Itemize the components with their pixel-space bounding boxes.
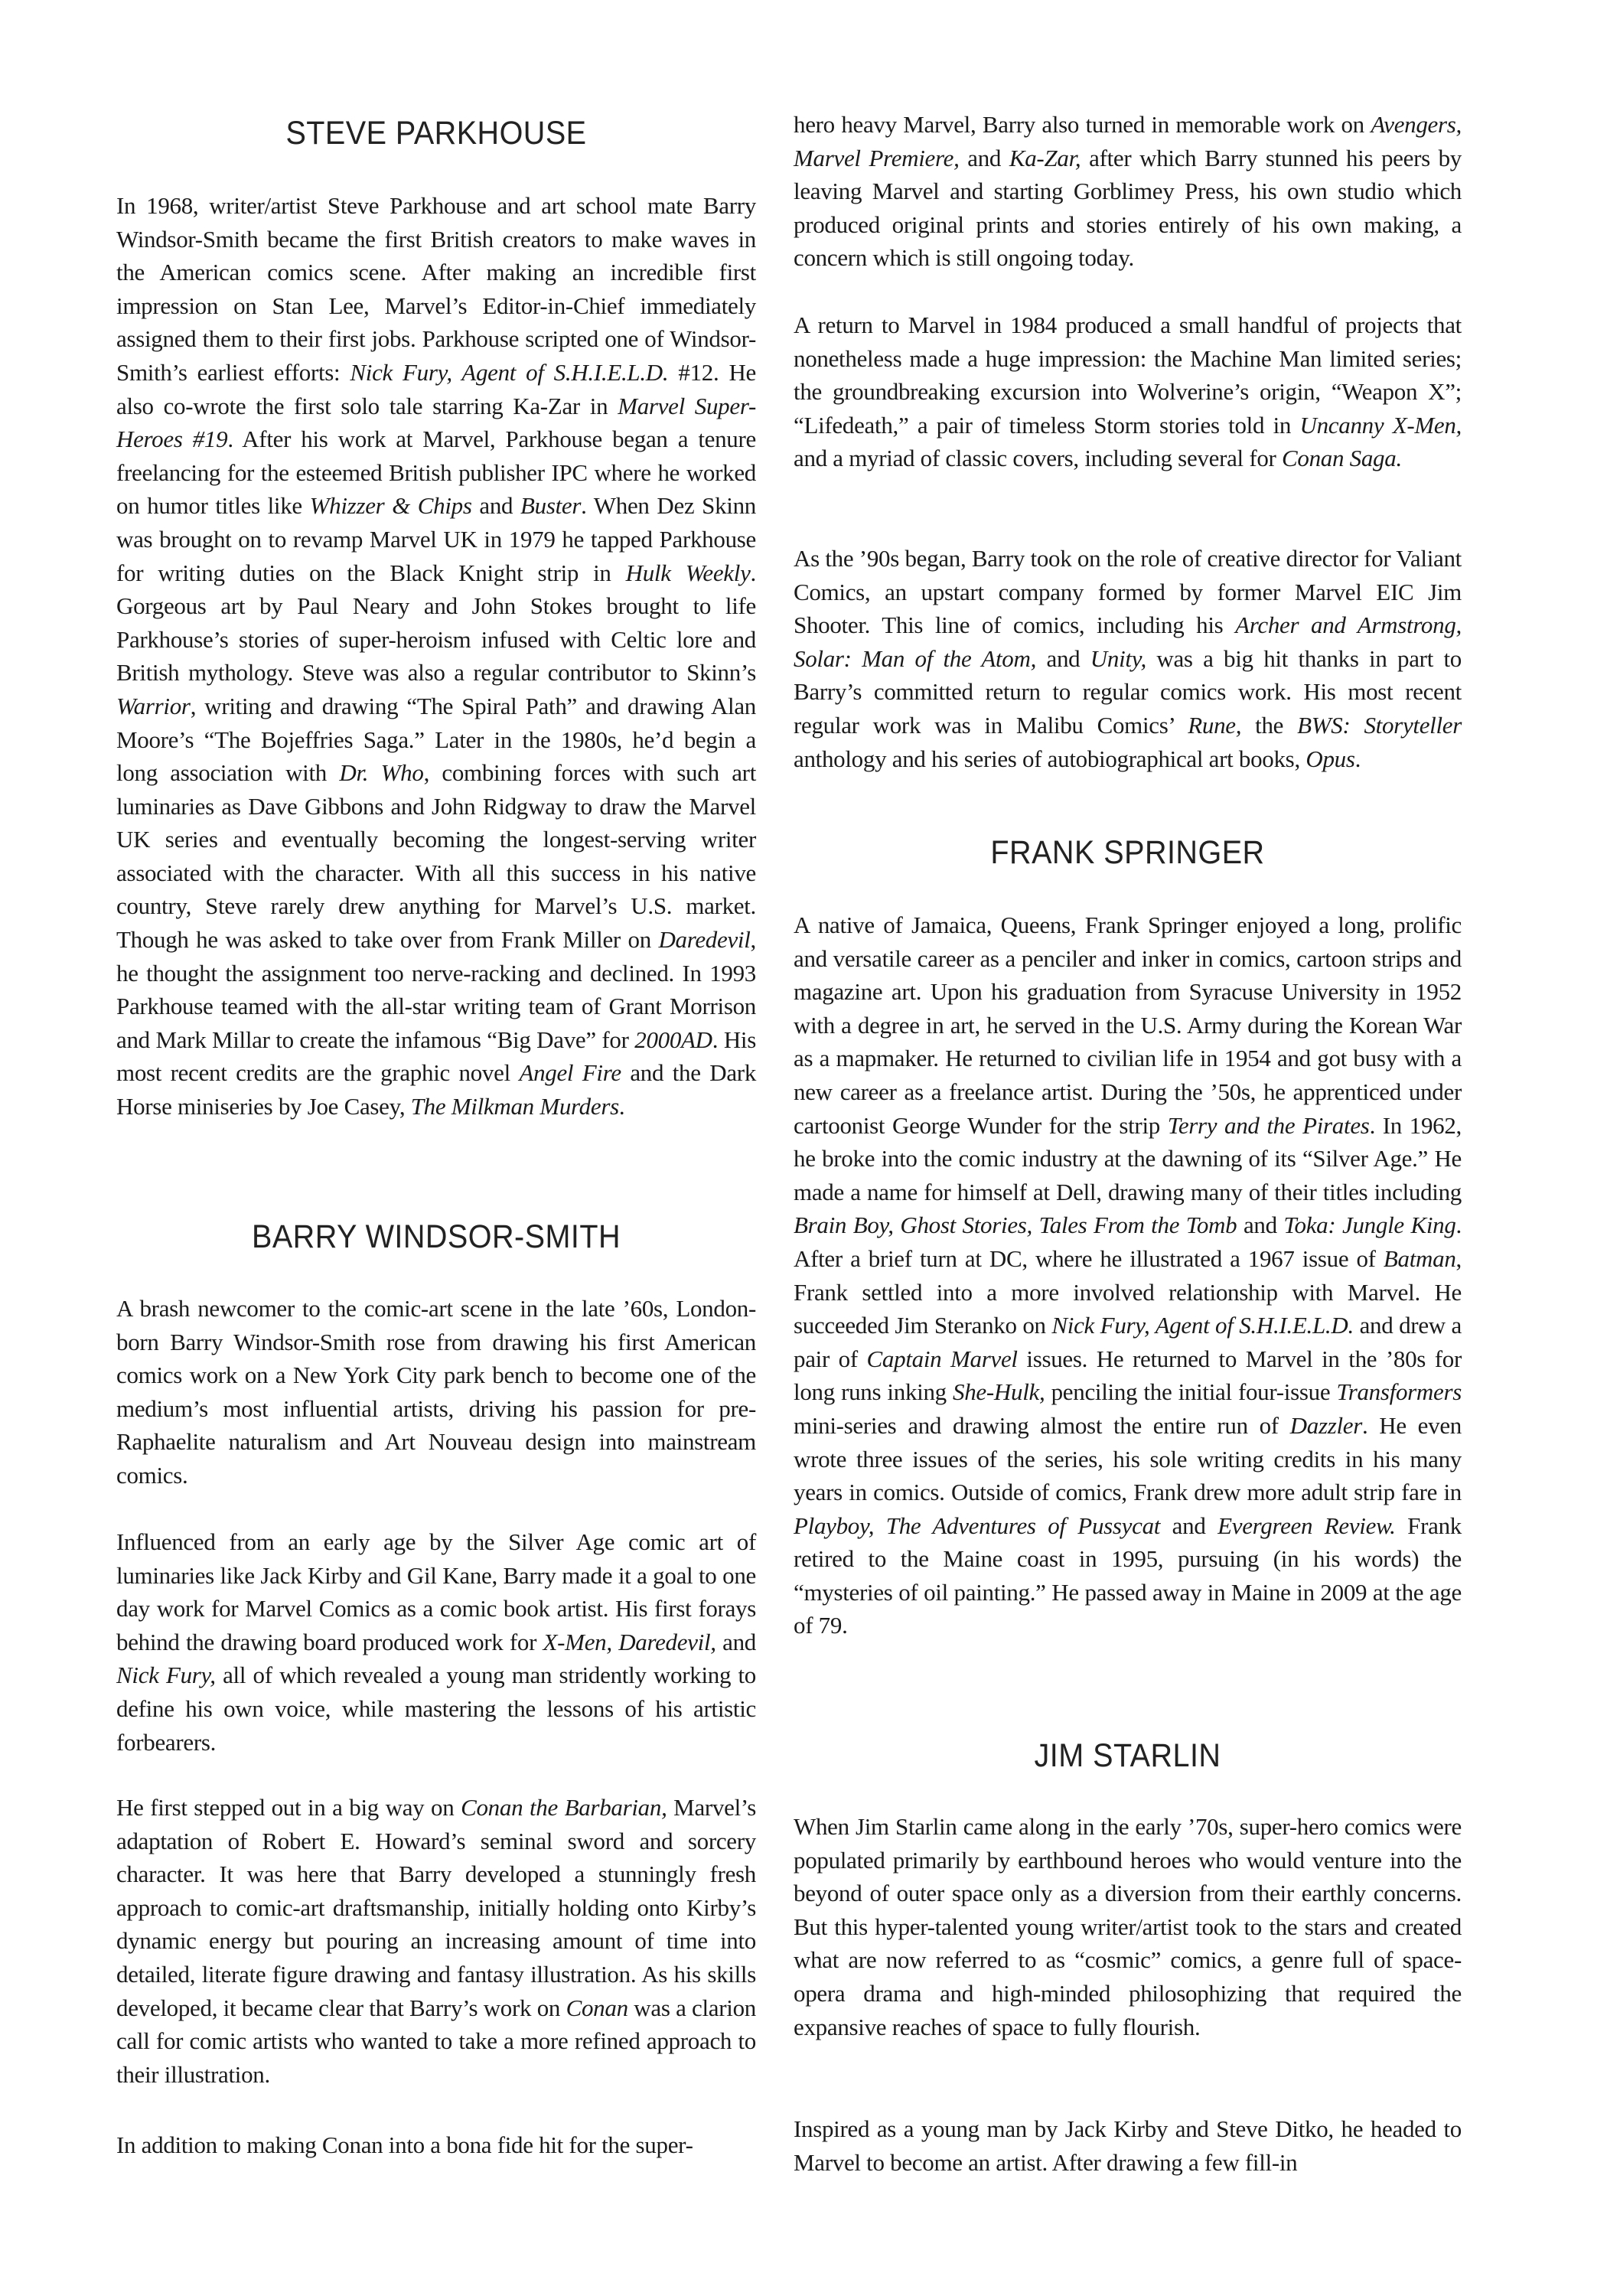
title-text: Dr. Who bbox=[339, 759, 424, 787]
title-text: Marvel Super-Heroes #19 bbox=[116, 392, 756, 453]
body-text: When Jim Starlin came along in the early ’70s, super-hero comics were populated primarily by earthbound heroes who would venture into the beyond of outer space only as a diversion from their earthly concerns. But this hyper-talented young writer/artist took to the stars and created what are now referred to as “cosmic” comics, a genre full of space-opera drama and high-minded philosophizing that required the expansive reaches of space to fully flourish. bbox=[794, 1813, 1462, 2040]
body-text: penciling the initial four-issue bbox=[1045, 1378, 1337, 1406]
title-text: Nick Fury, Agent of S.H.I.E.L.D. bbox=[350, 358, 669, 386]
title-text: Conan Saga. bbox=[1282, 445, 1402, 472]
body-text: Marvel’s adaptation of Robert E. Howard’s seminal sword and sorcery character. It was here that Barry developed a stunningly fresh approach to comic-art draftsmanship, initially holding onto Kirby’s dynamic energy but pouring an increasing amount of time into detailed, literate figure drawing and fantasy illustration. As his skills developed, it became clear that Barry’s work on bbox=[116, 1794, 756, 2021]
title-text: Nick Fury, bbox=[116, 1662, 216, 1689]
body-text: , writing and drawing “The Spiral Path” and drawing Alan Moore’s “The Bojeffries Saga.” Later in the 1980s, he’d begin a long association with bbox=[116, 692, 756, 787]
title-text: Conan bbox=[566, 1994, 628, 2021]
body-text: and the Dark Horse miniseries by Joe Casey, bbox=[116, 1059, 757, 1120]
paragraph bbox=[116, 1525, 756, 1759]
title-text: Nick Fury, Agent of S.H.I.E.L.D. bbox=[1051, 1312, 1354, 1339]
body-text: . bbox=[618, 1093, 625, 1120]
body-text: was a big hit thanks in part to Barry’s committed return to regular comics work. His most recent regular work was in Malibu Comics’ bbox=[794, 644, 1462, 739]
title-text: Dazzler bbox=[1289, 1411, 1363, 1439]
title-text: Rune, bbox=[1188, 711, 1242, 739]
body-text: , Frank settled into a more involved relationship with Marvel. He succeeded Jim Steranko on bbox=[794, 1244, 1462, 1339]
title-text: Conan the Barbarian, bbox=[461, 1794, 667, 1821]
body-text: , combining forces with such art luminaries as Dave Gibbons and John Ridgway to draw the Marvel UK series and eventually becoming the longest-serving writer associated with the character. With all this success in his native country, Steve rarely drew anything for Marvel’s U.S. market. Though he was asked to take over from Frank Miller on bbox=[116, 759, 757, 954]
title-text: Evergreen Review. bbox=[1217, 1512, 1396, 1539]
title-text: Archer and Armstrong, Solar: Man of the Atom, bbox=[794, 612, 1462, 672]
paragraph bbox=[116, 2128, 756, 2162]
title-text: Uncanny X-Men, bbox=[1299, 411, 1462, 439]
title-text: Buster bbox=[520, 492, 582, 520]
paragraph bbox=[794, 908, 1462, 1642]
paragraph bbox=[794, 542, 1462, 775]
body-text: and a myriad of classic covers, including several for bbox=[794, 445, 1283, 472]
body-text: Inspired as a young man by Jack Kirby and Steve Ditko, he headed to Marvel to become an artist. After drawing a few fill-in bbox=[794, 2115, 1462, 2176]
title-text: Batman bbox=[1383, 1244, 1456, 1272]
body-text: He first stepped out in a big way on bbox=[116, 1794, 461, 1821]
title-text: Hulk Weekly bbox=[625, 559, 751, 586]
body-text: . He even wrote three issues of the series, his sole writing credits in his many years in comics. Outside of comics, Frank drew more adult strip fare in bbox=[794, 1411, 1462, 1506]
body-text: . After a brief turn at DC, where he illustrated a 1967 issue of bbox=[794, 1212, 1462, 1272]
title-text: Avengers, Marvel Premiere, bbox=[794, 111, 1462, 171]
heading-steve-parkhouse: STEVE PARKHOUSE bbox=[285, 115, 587, 152]
body-text: hero heavy Marvel, Barry also turned in memorable work on bbox=[794, 111, 1371, 138]
title-text: 2000AD bbox=[634, 1026, 712, 1053]
body-text: In 1968, writer/artist Steve Parkhouse and art school mate Barry Windsor-Smith became the first British creators to make waves in the American comics scene. After making an incredible first impression on Stan Lee, Marvel’s Editor-in-Chief immediately assigned them to their first jobs. Parkhouse scripted one of Windsor-Smith’s earliest efforts: bbox=[116, 192, 756, 386]
body-text: mini-series and drawing almost the entire run of bbox=[794, 1411, 1290, 1439]
body-text: and bbox=[1160, 1512, 1218, 1539]
body-text: In addition to making Conan into a bona fide hit for the super- bbox=[116, 2131, 693, 2158]
body-text: . After his work at Marvel, Parkhouse began a tenure freelancing for the esteemed British publisher IPC where he worked on humor titles like bbox=[116, 426, 756, 520]
body-text: , he thought the assignment too nerve-racking and declined. In 1993 Parkhouse teamed with the all-star writing team of Grant Morrison and Mark Millar to create the infamous “Big Dave” for bbox=[116, 926, 756, 1053]
body-text: Frank retired to the Maine coast in 1995, pursuing (in his words) the “mysteries of oil painting.” He passed away in Maine in 2009 at the age of 79. bbox=[794, 1512, 1462, 1639]
body-text: . In 1962, he broke into the comic industry at the dawning of its “Silver Age.” He made a name for himself at Dell, drawing many of their titles including bbox=[794, 1111, 1462, 1205]
body-text: #12. He also co-wrote the first solo tale starring Ka-Zar in bbox=[116, 358, 757, 419]
title-text: Brain Boy, Ghost Stories, Tales From the Tomb bbox=[794, 1212, 1237, 1239]
paragraph bbox=[116, 1292, 756, 1492]
title-text: X-Men, Daredevil, bbox=[543, 1628, 716, 1655]
body-text: . Gorgeous art by Paul Neary and John Stokes brought to life Parkhouse’s stories of super-heroism infused with Celtic lore and British mythology. Steve was also a regular contributor to Skinn’s bbox=[116, 559, 756, 687]
body-text: and drew a pair of bbox=[794, 1312, 1462, 1372]
title-text: Whizzer & Chips bbox=[309, 492, 472, 520]
title-text: Daredevil bbox=[658, 926, 751, 954]
body-text: after which Barry stunned his peers by leaving Marvel and starting Gorblimey Press, his own studio which produced original prints and stories entirely of his own making, a concern which is still ongoing today. bbox=[794, 144, 1462, 272]
body-text: and bbox=[1237, 1212, 1284, 1239]
title-text: Terry and the Pirates bbox=[1167, 1111, 1370, 1139]
body-text: and bbox=[1036, 644, 1090, 672]
body-text: A native of Jamaica, Queens, Frank Springer enjoyed a long, prolific and versatile career as a penciler and inker in comics, cartoon strips and magazine art. Upon his graduation from Syracuse University in 1952 with a degree in art, he served in the U.S. Army during the Korean War as a mapmaker. He returned to civilian life in 1954 and got busy with a new career as a freelance artist. During the ’50s, he apprenticed under cartoonist George Wunder for the strip bbox=[794, 912, 1462, 1139]
body-text: all of which revealed a young man stridently working to define his own voice, while mastering the lessons of his artistic forbearers. bbox=[116, 1662, 757, 1756]
title-text: Angel Fire bbox=[519, 1059, 621, 1087]
body-text: issues. He returned to Marvel in the ’80s for long runs inking bbox=[794, 1345, 1462, 1406]
paragraph bbox=[794, 2112, 1462, 2179]
paragraph bbox=[116, 1791, 756, 2091]
body-text: A return to Marvel in 1984 produced a small handful of projects that nonetheless made a huge impression: the Machine Man limited series; the groundbreaking excursion into Wolverine’s origin, “Weapon X”; “Lifedeath,” a pair of timeless Storm stories told in bbox=[794, 311, 1462, 439]
body-text: and bbox=[715, 1628, 756, 1655]
body-text: As the ’90s began, Barry took on the role of creative director for Valiant Comics, an upstart company formed by former Marvel EIC Jim Shooter. This line of comics, including his bbox=[794, 545, 1462, 639]
heading-jim-starlin: JIM STARLIN bbox=[1034, 1737, 1221, 1774]
title-text: Warrior bbox=[116, 692, 191, 719]
body-text: and bbox=[471, 492, 521, 520]
body-text: and bbox=[959, 144, 1009, 171]
body-text: A brash newcomer to the comic-art scene in the late ’60s, London-born Barry Windsor-Smith rose from drawing his first American comics work on a New York City park bench to become one of the medium’s most influential artists, driving his passion for pre-Raphaelite naturalism and Art Nouveau design into mainstream comics. bbox=[116, 1295, 756, 1489]
paragraph bbox=[116, 189, 756, 1124]
title-text: Opus bbox=[1305, 745, 1355, 772]
body-text: . bbox=[1354, 745, 1361, 772]
heading-frank-springer: FRANK SPRINGER bbox=[990, 834, 1265, 871]
paragraph bbox=[794, 108, 1462, 275]
body-text: was a clarion call for comic artists who wanted to take a more refined approach to their illustration. bbox=[116, 1994, 756, 2088]
paragraph bbox=[794, 1810, 1462, 2043]
title-text: Playboy, The Adventures of Pussycat bbox=[794, 1512, 1161, 1539]
title-text: Toka: Jungle King bbox=[1283, 1212, 1456, 1239]
body-text: the bbox=[1241, 711, 1298, 739]
body-text: anthology and his series of autobiographical art books, bbox=[794, 745, 1306, 772]
body-text: . His most recent credits are the graphic novel bbox=[116, 1026, 756, 1087]
body-text: . When Dez Skinn was brought on to revamp Marvel UK in 1979 he tapped Parkhouse for writing duties on the Black Knight strip in bbox=[116, 492, 757, 586]
body-text: Influenced from an early age by the Silver Age comic art of luminaries like Jack Kirby and Gil Kane, Barry made it a goal to one day work for Marvel Comics as a comic book artist. His first forays behind the drawing board produced work for bbox=[116, 1528, 756, 1655]
title-text: BWS: Storyteller bbox=[1297, 711, 1462, 739]
title-text: The Milkman Murders bbox=[410, 1093, 619, 1120]
paragraph bbox=[794, 308, 1462, 475]
title-text: Ka-Zar, bbox=[1009, 144, 1081, 171]
title-text: Transformers bbox=[1336, 1378, 1462, 1406]
title-text: She-Hulk, bbox=[953, 1378, 1045, 1406]
title-text: Captain Marvel bbox=[866, 1345, 1018, 1372]
heading-barry-windsor-smith: BARRY WINDSOR-SMITH bbox=[251, 1218, 621, 1255]
title-text: Unity, bbox=[1090, 644, 1146, 672]
